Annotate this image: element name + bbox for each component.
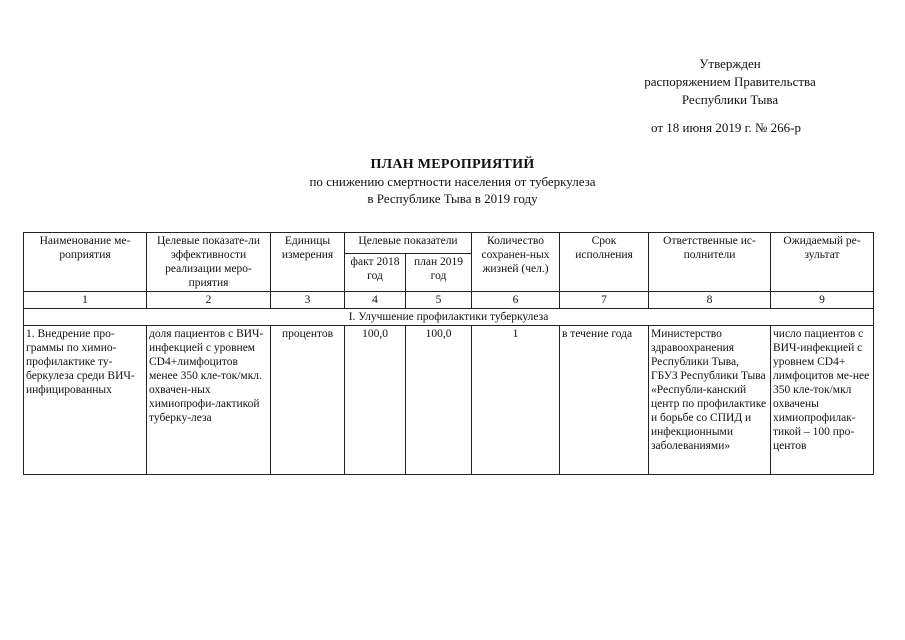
column-number: 6 bbox=[472, 292, 560, 309]
cell-activity-name: 1. Внедрение про-граммы по химио-профилактике ту-беркулеза среди ВИЧ-инфицированных bbox=[24, 326, 147, 475]
plan-table bbox=[23, 232, 874, 475]
header-responsible: Ответственные ис-полнители bbox=[649, 233, 771, 292]
cell-unit: процентов bbox=[271, 326, 345, 475]
header-fact-2018: факт 2018 год bbox=[345, 253, 406, 291]
cell-lives-saved: 1 bbox=[472, 326, 560, 475]
column-number: 8 bbox=[649, 292, 771, 309]
cell-responsible: Министерство здравоохранения Республики Тыва, ГБУЗ Республики Тыва «Республи-канский центр по профилактике и борьбе со СПИД и инфекционными заболеваниями» bbox=[649, 326, 771, 475]
column-number: 5 bbox=[406, 292, 472, 309]
column-number: 1 bbox=[24, 292, 147, 309]
cell-plan-2019: 100,0 bbox=[406, 326, 472, 475]
header-plan-2019: план 2019 год bbox=[406, 253, 472, 291]
header-target-group: Целевые показатели bbox=[345, 233, 472, 254]
header-units: Единицы измерения bbox=[271, 233, 345, 292]
table-row bbox=[24, 326, 874, 475]
header-deadline: Срок исполнения bbox=[560, 233, 649, 292]
table-header-row bbox=[24, 233, 874, 254]
section-title: I. Улучшение профилактики туберкулеза bbox=[24, 309, 874, 326]
approval-line-order: распоряжением Правительства bbox=[644, 74, 816, 89]
approval-line-approved: Утвержден bbox=[699, 56, 761, 71]
section-row bbox=[24, 309, 874, 326]
approval-line-republic: Республики Тыва bbox=[681, 92, 779, 107]
column-number: 9 bbox=[771, 292, 874, 309]
column-number: 4 bbox=[345, 292, 406, 309]
column-number: 3 bbox=[271, 292, 345, 309]
column-number: 2 bbox=[147, 292, 271, 309]
header-expected-result: Ожидаемый ре-зультат bbox=[771, 233, 874, 292]
header-activity-name: Наименование ме-роприятия bbox=[24, 233, 147, 292]
cell-fact-2018: 100,0 bbox=[345, 326, 406, 475]
cell-deadline: в течение года bbox=[560, 326, 649, 475]
column-number: 7 bbox=[560, 292, 649, 309]
document-title bbox=[200, 156, 705, 207]
column-number-row bbox=[24, 292, 874, 309]
header-target-indicators: Целевые показате-ли эффективности реализации меро-приятия bbox=[147, 233, 271, 292]
approval-date: от 18 июня 2019 г. № 266-р bbox=[651, 120, 801, 135]
title-subtitle-1: по снижению смертности населения от туберкулеза bbox=[309, 174, 596, 189]
title-subtitle-2: в Республике Тыва в 2019 году bbox=[367, 191, 538, 206]
approval-block bbox=[600, 55, 860, 109]
header-lives-saved: Количество сохранен-ных жизней (чел.) bbox=[472, 233, 560, 292]
cell-target-indicator: доля пациентов с ВИЧ-инфекцией с уровнем CD4+лимфоцитов менее 350 кле-ток/мкл. охвачен-ных химиопрофи-лактикой туберку-леза bbox=[147, 326, 271, 475]
title-main: ПЛАН МЕРОПРИЯТИЙ bbox=[370, 157, 535, 172]
cell-expected-result: число пациентов с ВИЧ-инфекцией с уровнем CD4+ лимфоцитов ме-нее 350 кле-ток/мкл охвачены химиопрофилак-тикой – 100 про-центов bbox=[771, 326, 874, 475]
